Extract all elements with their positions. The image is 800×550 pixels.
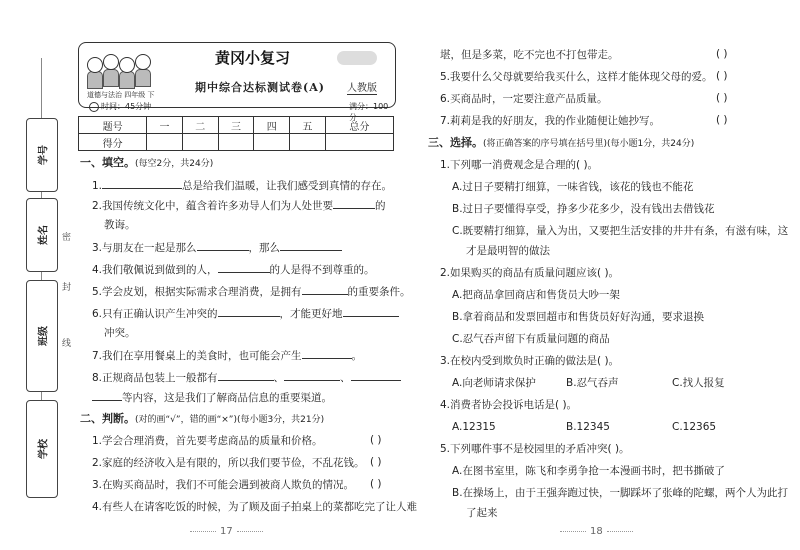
page-number: 17 [186, 526, 267, 537]
fill-question: 5.学会皮划，根据实际需求合理消费，是拥有 的重要条件。 [92, 286, 411, 298]
choice-option[interactable]: C.12365 [672, 421, 717, 433]
fill-question: 8.正规商品包装上一般都有 、 、 [92, 370, 401, 385]
exam-title: 期中综合达标测试卷(A) [195, 81, 325, 94]
time-text: 时间：45分钟 [101, 102, 152, 111]
section-heading [428, 136, 694, 151]
judge-question: 2.家庭的经济收入是有限的，所以我们要节俭，不乱花钱。 [92, 457, 365, 469]
score-row-label: 得分 [79, 134, 147, 151]
choice-option[interactable]: C.忍气吞声留下有质量问题的商品 [452, 333, 610, 345]
choice-option[interactable]: B.12345 [566, 421, 610, 433]
score-header-cell: 题号 [79, 117, 147, 134]
fill-question: 1. 总是给我们温暖，让我们感受到真情的存在。 [92, 180, 393, 192]
choice-stem: 2.如果购买的商品有质量问题应该( )。 [440, 267, 620, 279]
answer-blank[interactable] [302, 284, 348, 295]
section2-note: (对的画“√”，错的画“×”)(每小题3分，共21分) [135, 415, 325, 425]
student-id-box [26, 118, 58, 192]
fill-question-cont: 冲突。 [104, 327, 136, 339]
fill-question-cont: 等内容，这是我们了解商品信息的重要渠道。 [92, 390, 332, 405]
score-cell[interactable] [182, 134, 218, 151]
judge-question: 6.买商品时，一定要注意产品质量。 [440, 93, 608, 105]
score-header-cell: 一 [147, 117, 183, 134]
class-label: 班级 [38, 326, 50, 346]
school-box [26, 400, 58, 498]
choice-option[interactable]: C.既要精打细算，量入为出，又要把生活安排的井井有条，有滋有味，这 [452, 225, 789, 237]
choice-option[interactable]: B.在操场上，由于王强奔跑过快，一脚踩坏了张峰的陀螺，两个人为此打 [452, 487, 789, 499]
name-label: 姓名 [38, 225, 50, 245]
judge-question: 4.有些人在请客吃饭的时候，为了顾及面子拍桌上的菜都吃完了让人难 [92, 501, 418, 513]
cloud-decoration [337, 51, 377, 65]
answer-paren[interactable]: ( ) [370, 456, 382, 468]
judge-question: 5.我要什么父母就要给我买什么，这样才能体现父母的爱。 [440, 71, 713, 83]
answer-paren[interactable]: ( ) [716, 70, 728, 82]
section-heading [80, 156, 213, 171]
choice-option[interactable]: A.向老师请求保护 [452, 377, 536, 389]
judge-question: 3.在购买商品时，我们不可能会遇到被商人欺负的情况。 [92, 479, 355, 491]
choice-stem: 3.在校内受到欺负时正确的做法是( )。 [440, 355, 620, 367]
edition-label: 人教版 [347, 79, 377, 95]
choice-option[interactable]: A.把商品拿回商店和售货员大吵一架 [452, 289, 620, 301]
answer-blank[interactable] [92, 390, 122, 401]
score-cell[interactable] [218, 134, 254, 151]
section-heading [80, 412, 324, 427]
section1-title: 一、填空。 [80, 156, 135, 169]
choice-option[interactable]: A.过日子要精打细算，一味省钱，该花的钱也不能花 [452, 181, 694, 193]
student-id-label: 学号 [38, 145, 50, 165]
answer-blank[interactable] [218, 306, 280, 317]
score-header-cell: 五 [290, 117, 326, 134]
answer-paren[interactable]: ( ) [370, 478, 382, 490]
seal-char: 线 [62, 339, 72, 349]
answer-paren[interactable]: ( ) [716, 48, 728, 60]
class-box [26, 280, 58, 392]
judge-question: 7.莉莉是我的好朋友，我的作业随便让她抄写。 [440, 115, 661, 127]
answer-paren[interactable]: ( ) [716, 114, 728, 126]
answer-blank[interactable] [333, 198, 375, 209]
score-cell[interactable] [290, 134, 326, 151]
score-header-cell: 总分 [325, 117, 393, 134]
answer-blank[interactable] [280, 240, 342, 251]
judge-question: 1.学会合理消费，首先要考虑商品的质量和价格。 [92, 435, 323, 447]
binding-strip [26, 58, 70, 498]
answer-blank[interactable] [351, 370, 401, 381]
page-number: 18 [556, 526, 637, 537]
school-label: 学校 [38, 439, 50, 459]
section1-note: (每空2分，共24分) [135, 159, 214, 169]
score-header-cell: 三 [218, 117, 254, 134]
choice-stem: 4.消费者协会投诉电话是( )。 [440, 399, 578, 411]
name-box [26, 198, 58, 272]
choice-option[interactable]: B.拿着商品和发票回超市和售货员好好沟通，要求退换 [452, 311, 705, 323]
children-illustration [85, 49, 159, 89]
fill-question: 4.我们敬佩说到做到的人， 的人是得不到尊重的。 [92, 264, 375, 276]
section3-note: (将正确答案的序号填在括号里)(每小题1分，共24分) [483, 139, 695, 149]
choice-stem: 5.下列哪件事不是校园里的矛盾冲突( )。 [440, 443, 630, 455]
brand-logo: 黄冈小复习 [215, 49, 291, 67]
choice-option[interactable]: A.12315 [452, 421, 496, 433]
answer-blank[interactable] [284, 370, 340, 381]
section2-title: 二、判断。 [80, 412, 135, 425]
score-header-cell: 二 [182, 117, 218, 134]
answer-blank[interactable] [218, 262, 270, 273]
score-cell[interactable] [254, 134, 290, 151]
answer-paren[interactable]: ( ) [716, 92, 728, 104]
score-header-cell: 四 [254, 117, 290, 134]
answer-blank[interactable] [302, 348, 352, 359]
answer-blank[interactable] [197, 240, 249, 251]
answer-blank[interactable] [343, 306, 399, 317]
choice-option-cont: 了起来 [466, 507, 498, 519]
judge-question-cont: 堪，但是多菜，吃不完也不打包带走。 [440, 49, 619, 61]
answer-blank[interactable] [102, 178, 182, 189]
choice-stem: 1.下列哪一消费观念是合理的( )。 [440, 159, 599, 171]
fill-question-cont: 教诲。 [104, 219, 136, 231]
seal-char: 封 [62, 283, 72, 293]
choice-option[interactable]: C.找人报复 [672, 377, 725, 389]
score-cell[interactable] [325, 134, 393, 151]
fill-question: 2.我国传统文化中，蕴含着许多劝导人们为人处世要 的 [92, 200, 386, 212]
choice-option[interactable]: B.忍气吞声 [566, 377, 619, 389]
full-score: 满分：100分 [349, 102, 389, 122]
fill-question: 3.与朋友在一起是那么 ，那么 [92, 240, 342, 255]
answer-paren[interactable]: ( ) [370, 434, 382, 446]
time-limit [89, 101, 151, 112]
choice-option-cont: 才是最明智的做法 [466, 245, 550, 257]
choice-option[interactable]: B.过日子要懂得享受，挣多少花多少，没有钱出去借钱花 [452, 203, 715, 215]
section3-title: 三、选择。 [428, 136, 483, 149]
choice-option[interactable]: A.在图书室里，陈飞和李勇争抢一本漫画书时，把书撕破了 [452, 465, 725, 477]
exam-header [78, 42, 396, 122]
fill-question: 7.我们在享用餐桌上的美食时，也可能会产生 。 [92, 350, 363, 362]
answer-blank[interactable] [218, 370, 274, 381]
score-cell[interactable] [147, 134, 183, 151]
seal-char: 密 [62, 233, 72, 243]
clock-icon [89, 102, 99, 112]
score-table [78, 116, 394, 151]
subject-label: 道德与法治 四年级 下 [87, 91, 155, 99]
fill-question: 6.只有正确认识产生冲突的 ，才能更好地 [92, 306, 399, 321]
